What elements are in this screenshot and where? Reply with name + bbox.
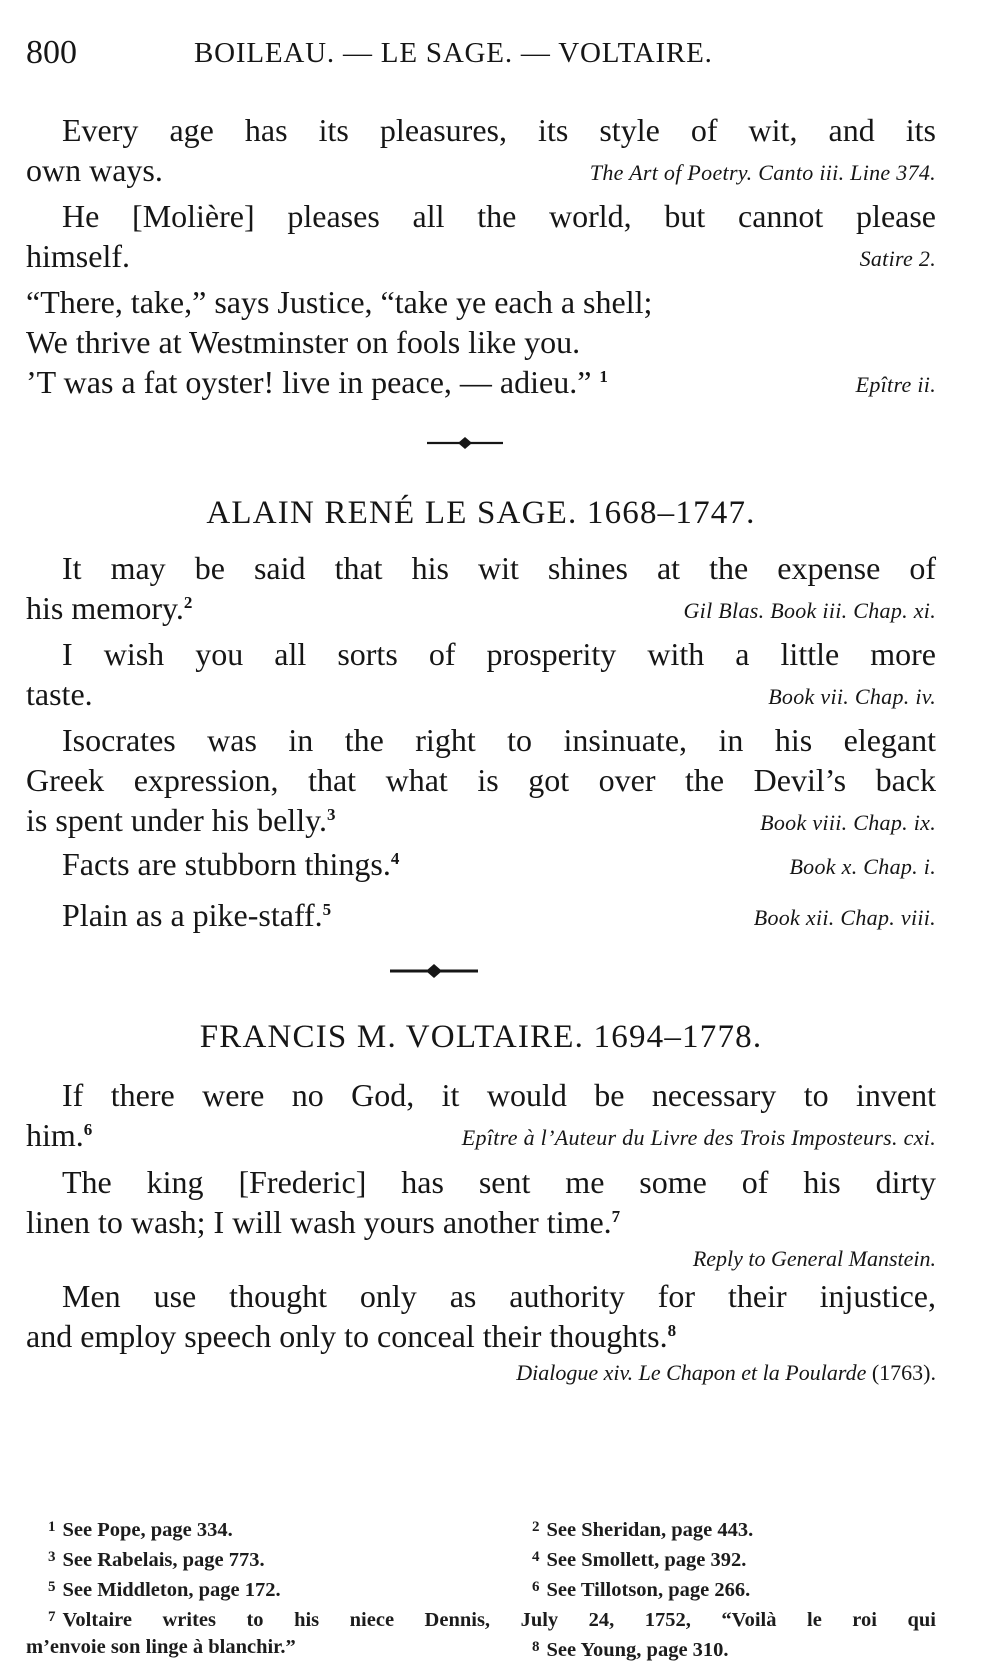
quote-lesage-prosperity — [26, 634, 936, 714]
quote-voltaire-god — [26, 1075, 936, 1155]
footnote-text: See Rabelais, page 773. — [62, 1549, 265, 1571]
quote-voltaire-linen — [26, 1162, 936, 1276]
running-title: BOILEAU. — LE SAGE. — VOLTAIRE. — [194, 37, 713, 69]
quote-source: Gil Blas. Book iii. Chap. xi. — [683, 598, 936, 623]
quote-boileau-moliere — [26, 196, 936, 276]
quote-source: The Art of Poetry. Canto iii. Line 374. — [589, 160, 936, 185]
footnote-3 — [48, 1542, 265, 1575]
footnote-marker: 1 — [599, 367, 608, 386]
quote-boileau-ages — [26, 110, 936, 190]
verse-line: “There, take,” says Justice, “take ye each a shell; — [26, 284, 653, 320]
footnote-text: See Sheridan, page 443. — [546, 1519, 754, 1541]
quote-source: Epître à l’Auteur du Livre des Trois Imposteurs. cxi. — [461, 1125, 936, 1150]
quote-line: It may be said that his wit shines at the expense of — [62, 550, 936, 586]
footnote-4 — [532, 1542, 746, 1575]
quote-source-year: (1763). — [871, 1360, 936, 1385]
verse-line: We thrive at Westminster on fools like you. — [26, 324, 581, 360]
footnote-number: 3 — [48, 1549, 56, 1565]
section-heading-lesage: ALAIN RENÉ LE SAGE. 1668–1747. — [206, 495, 756, 531]
footnote-marker: 4 — [390, 849, 400, 868]
quote-voltaire-thought — [26, 1276, 936, 1390]
quote-line: his memory. — [26, 590, 184, 626]
footnote-number: 4 — [532, 1549, 540, 1565]
quote-line: Men use thought only as authority for their injustice, — [62, 1278, 936, 1314]
quote-lesage-pikestaff — [26, 895, 936, 935]
footnote-8 — [532, 1632, 729, 1665]
section-ornament — [425, 433, 505, 453]
quote-line: linen to wash; I will wash yours another time. — [26, 1204, 612, 1240]
footnote-7-continued: m’envoie son linge à blanchir.” — [26, 1636, 296, 1658]
footnote-text: See Middleton, page 172. — [62, 1579, 281, 1601]
quote-line: Facts are stubborn things. — [62, 846, 391, 882]
quote-source: Epître ii. — [855, 372, 936, 397]
footnote-number: 1 — [48, 1519, 56, 1535]
quote-source: Satire 2. — [859, 246, 936, 271]
footnote-marker: 3 — [327, 805, 336, 824]
footnote-5 — [48, 1572, 281, 1605]
quote-line: Plain as a pike-staff. — [62, 897, 323, 933]
footnote-number: 7 — [48, 1609, 56, 1625]
footnote-marker: 6 — [83, 1120, 93, 1139]
quote-source: Book viii. Chap. ix. — [760, 810, 936, 835]
section-ornament — [388, 961, 480, 981]
footnote-marker: 7 — [611, 1207, 621, 1226]
quote-line: is spent under his belly. — [26, 802, 327, 838]
quote-line: him. — [26, 1117, 84, 1153]
footnote-text: See Tillotson, page 266. — [546, 1579, 751, 1601]
quote-lesage-isocrates — [26, 720, 936, 840]
footnote-7 — [26, 1602, 936, 1635]
quote-source: Reply to General Manstein. — [692, 1246, 936, 1271]
footnote-number: 5 — [48, 1579, 56, 1595]
running-head — [26, 28, 926, 78]
quote-source: Book vii. Chap. iv. — [768, 684, 936, 709]
quote-line: own ways. — [26, 152, 163, 188]
footnote-number: 2 — [532, 1519, 540, 1535]
quote-line: and employ speech only to conceal their thoughts. — [26, 1318, 668, 1354]
footnote-text: Voltaire writes to his niece Dennis, July 24, 1752, “Voilà le roi qui — [62, 1609, 936, 1631]
footnote-1 — [48, 1512, 233, 1545]
quote-line: himself. — [26, 238, 130, 274]
quote-line: Every age has its pleasures, its style of wit, and its — [62, 112, 936, 148]
quote-line: taste. — [26, 676, 93, 712]
quote-line: The king [Frederic] has sent me some of his dirty — [62, 1164, 936, 1200]
footnote-text: See Smollett, page 392. — [546, 1549, 747, 1571]
footnote-number: 6 — [532, 1579, 540, 1595]
quote-source: Book xii. Chap. viii. — [753, 905, 936, 930]
quote-source: Book x. Chap. i. — [789, 854, 936, 879]
quote-lesage-wit — [26, 548, 936, 628]
quote-boileau-oyster — [26, 282, 936, 402]
quote-line: Isocrates was in the right to insinuate, in his elegant — [62, 722, 936, 758]
verse-line: ’T was a fat oyster! live in peace, — adieu.” — [26, 364, 592, 400]
page-number: 800 — [26, 34, 77, 71]
quote-line: I wish you all sorts of prosperity with a little more — [62, 636, 936, 672]
section-heading-voltaire: FRANCIS M. VOLTAIRE. 1694–1778. — [199, 1019, 763, 1055]
quote-source: Dialogue xiv. Le Chapon et la Poularde — [516, 1360, 867, 1385]
footnote-text: See Pope, page 334. — [62, 1519, 233, 1541]
quote-line: Greek expression, that what is got over the Devil’s back — [26, 762, 936, 798]
footnote-text: See Young, page 310. — [546, 1639, 729, 1661]
quote-line: He [Molière] pleases all the world, but cannot please — [62, 198, 936, 234]
footnote-marker: 8 — [667, 1321, 677, 1340]
footnote-marker: 5 — [322, 900, 332, 919]
footnote-2 — [532, 1512, 753, 1545]
footnote-6 — [532, 1572, 750, 1605]
quote-lesage-facts — [26, 844, 936, 884]
footnote-number: 8 — [532, 1639, 540, 1655]
footnote-marker: 2 — [183, 593, 193, 612]
quote-line: If there were no God, it would be necessary to invent — [62, 1077, 936, 1113]
